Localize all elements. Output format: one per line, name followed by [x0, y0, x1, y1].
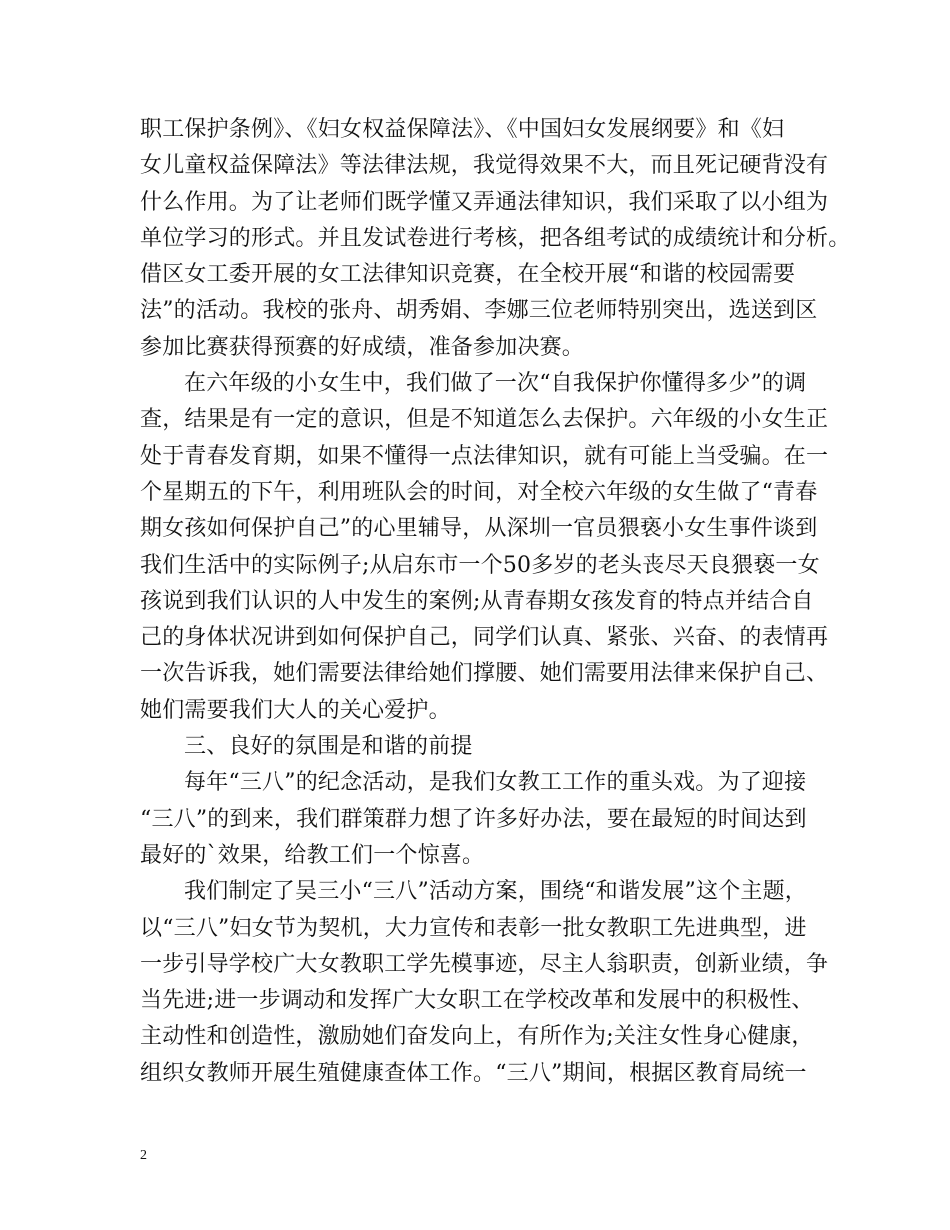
- text-line: 当先进;进一步调动和发挥广大女职工在学校改革和发展中的积极性、: [140, 988, 814, 1014]
- text-line: 孩说到我们认识的人中发生的案例;从青春期女孩发育的特点并结合自: [140, 588, 814, 614]
- text-line: 职工保护条例》、《妇女权益保障法》、《中国妇女发展纲要》和《妇: [140, 117, 785, 142]
- text-line: 组织女教师开展生殖健康查体工作。“三八”期间，根据区教育局统一: [140, 1060, 807, 1086]
- text-line: “三八”的到来，我们群策群力想了许多好办法，要在最短的时间达到: [140, 806, 807, 832]
- text-line: 最好的`效果，给教工们一个惊喜。: [140, 842, 485, 868]
- paragraph-first-line: 每年“三八”的纪念活动，是我们女教工工作的重头戏。为了迎接: [184, 770, 807, 796]
- page-number: 2: [140, 1148, 147, 1163]
- text-line: 处于青春发育期，如果不懂得一点法律知识，就有可能上当受骗。在一: [140, 443, 829, 469]
- document-body: [140, 112, 851, 1092]
- text-line: 查，结果是有一定的意识，但是不知道怎么去保护。六年级的小女生正: [140, 407, 829, 433]
- paragraph-first-line: 我们制定了吴三小“三八”活动方案，围绕“和谐发展”这个主题，: [184, 879, 807, 905]
- text-line: 己的身体状况讲到如何保护自己，同学们认真、紧张、兴奋、的表情再: [140, 625, 829, 651]
- text-line: 借区女工委开展的女工法律知识竞赛，在全校开展“和谐的校园需要: [140, 262, 796, 288]
- text-line: 一次告诉我，她们需要法律给她们撑腰、她们需要用法律来保护自己、: [140, 661, 829, 687]
- text-line: 一步引导学校广大女教职工学先模事迹，尽主人翁职责，创新业绩，争: [140, 951, 829, 977]
- text-line: 什么作用。为了让老师们既学懂又弄通法律知识，我们采取了以小组为: [140, 189, 829, 215]
- text-line: 期女孩如何保护自己”的心里辅导，从深圳一官员猥亵小女生事件谈到: [140, 516, 818, 542]
- text-line: 以“三八”妇女节为契机，大力宣传和表彰一批女教职工先进典型，进: [140, 915, 807, 941]
- text-line: 法”的活动。我校的张舟、胡秀娟、李娜三位老师特别突出，选送到区: [140, 298, 818, 324]
- text-line: 我们生活中的实际例子;从启东市一个50多岁的老头丧尽天良猥亵一女: [140, 552, 820, 578]
- text-line: 个星期五的下午，利用班队会的时间，对全校六年级的女生做了“青春: [140, 479, 818, 505]
- text-line: 单位学习的形式。并且发试卷进行考核，把各组考试的成绩统计和分析。: [140, 225, 851, 251]
- section-heading: 三、良好的氛围是和谐的前提: [184, 734, 473, 760]
- text-line: 参加比赛获得预赛的好成绩，准备参加决赛。: [140, 334, 585, 360]
- paragraph-first-line: 在六年级的小女生中，我们做了一次“自我保护你懂得多少”的调: [184, 371, 807, 397]
- text-line: 女儿童权益保障法》等法律法规，我觉得效果不大，而且死记硬背没有: [140, 153, 829, 179]
- text-line: 主动性和创造性，激励她们奋发向上，有所作为;关注女性身心健康，: [140, 1024, 814, 1050]
- text-line: 她们需要我们大人的关心爱护。: [140, 697, 451, 723]
